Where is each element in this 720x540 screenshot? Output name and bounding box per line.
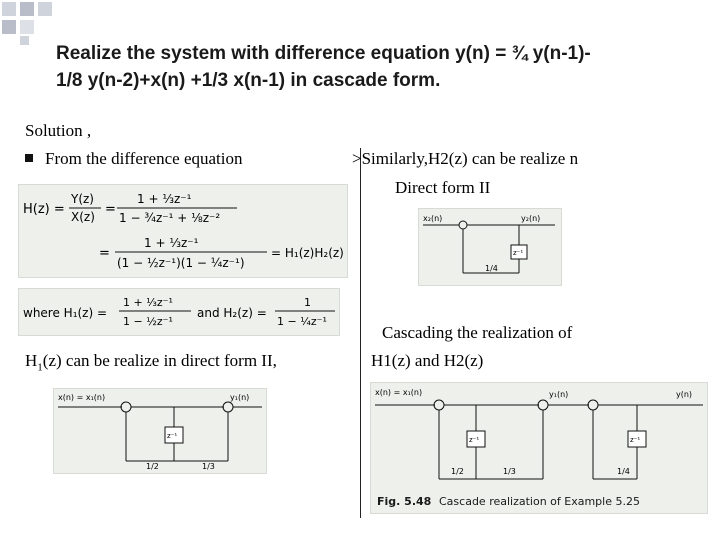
cascade-delay-1: z⁻¹ xyxy=(469,436,480,444)
svg-text:=: = xyxy=(105,202,116,217)
frac2-num: 1 + ⅓z⁻¹ xyxy=(144,236,199,250)
h1-caption-sub: 1 xyxy=(37,361,43,374)
h1-caption-pre: H xyxy=(25,351,38,370)
h2-block-diagram xyxy=(418,208,562,286)
h2-delay: z⁻¹ xyxy=(513,249,524,257)
transfer-function-equation xyxy=(18,184,348,278)
h1-caption-post: (z) can be realize in direct form II, xyxy=(42,351,277,370)
title-line-1: Realize the system with difference equation y(n) = ¾ y(n-1)- xyxy=(56,43,591,64)
svg-text:=: = xyxy=(99,246,110,261)
slide-title xyxy=(56,40,696,94)
frac2-den: (1 − ½z⁻¹)(1 − ¼z⁻¹) xyxy=(117,256,245,270)
bullet-square-icon xyxy=(25,154,33,162)
h2-output-label: y₂(n) xyxy=(521,214,541,223)
column-divider xyxy=(360,148,361,518)
frac1-den: 1 − ¾z⁻¹ + ⅛z⁻² xyxy=(119,211,221,225)
arrow-icon: > xyxy=(352,149,362,168)
fig-caption: Cascade realization of Example 5.25 xyxy=(439,495,640,508)
h1-output-label: y₁(n) xyxy=(230,393,250,402)
h1-delay: z⁻¹ xyxy=(167,432,178,440)
bullet-item xyxy=(25,148,242,170)
cascade-mid-label: y₁(n) xyxy=(549,390,569,399)
cascade-input-label: x(n) = x₁(n) xyxy=(375,388,423,397)
y-over-x-num: Y(z) xyxy=(71,192,94,206)
cascade-block-diagram xyxy=(370,382,708,514)
hz-lhs: H(z) = xyxy=(23,202,65,217)
h2-input-label: x₂(n) xyxy=(423,214,443,223)
fig-label: Fig. 5.48 xyxy=(377,495,432,508)
where-h1: where H₁(z) = xyxy=(23,306,108,320)
h1-h2-equation xyxy=(18,288,340,336)
h2-num: 1 xyxy=(304,296,311,309)
cascading-text: Cascading the realization of xyxy=(382,323,573,342)
solution-label: Solution , xyxy=(25,121,92,140)
similarly-line xyxy=(352,148,578,170)
cascade-coef-2: 1/3 xyxy=(503,467,516,476)
h1-input-label: x(n) = x₁(n) xyxy=(58,393,106,402)
direct-form-text: Direct form II xyxy=(395,178,491,197)
cascade-coef-3: 1/4 xyxy=(617,467,630,476)
h2-coef: 1/4 xyxy=(485,264,498,273)
frac2-rhs: = H₁(z)H₂(z) xyxy=(271,246,344,260)
cascade-output-label: y(n) xyxy=(676,390,693,399)
decorative-squares xyxy=(0,0,60,45)
y-over-x-den: X(z) xyxy=(71,210,95,224)
h1-coef-a: 1/2 xyxy=(146,462,159,471)
cascade-coef-1: 1/2 xyxy=(451,467,464,476)
h1-block-diagram xyxy=(53,388,267,474)
h1-num: 1 + ⅓z⁻¹ xyxy=(123,296,173,309)
cascading-text-2: H1(z) and H2(z) xyxy=(371,351,484,370)
similarly-text: Similarly,H2(z) can be realize n xyxy=(361,149,579,168)
h1-caption xyxy=(25,350,277,378)
frac1-num: 1 + ⅓z⁻¹ xyxy=(137,192,192,206)
and-h2: and H₂(z) = xyxy=(197,306,267,320)
h1-coef-b: 1/3 xyxy=(202,462,215,471)
title-line-2: 1/8 y(n-2)+x(n) +1/3 x(n-1) in cascade form. xyxy=(56,70,441,91)
h2-den: 1 − ¼z⁻¹ xyxy=(277,315,327,328)
cascade-delay-2: z⁻¹ xyxy=(630,436,641,444)
bullet-text: From the difference equation xyxy=(45,149,243,168)
h1-den: 1 − ½z⁻¹ xyxy=(123,315,173,328)
